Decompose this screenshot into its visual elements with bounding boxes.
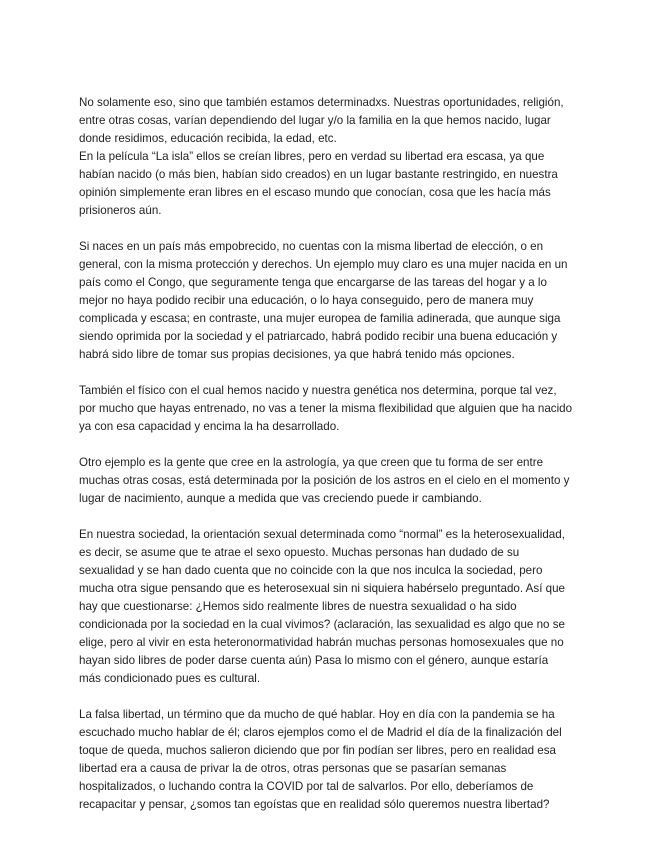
text-line: hay que cuestionarse: ¿Hemos sido realmente libres de nuestra sexualidad o ha sido — [79, 600, 517, 613]
text-line: por mucho que hayas entrenado, no vas a tener la misma flexibilidad que alguien que ha nacido — [79, 402, 573, 415]
text-line: habían nacido (o más bien, habían sido creados) en un lugar bastante restringido, en nuestra — [79, 168, 558, 181]
text-line: En la película “La isla” ellos se creían libres, pero en verdad su libertad era escasa, ya que — [79, 150, 545, 163]
text-line: ya con esa capacidad y encima la ha desarrollado. — [79, 420, 340, 433]
text-line: hayan sido libres de poder darse cuenta aún) Pasa lo mismo con el género, aunque estaría — [79, 654, 549, 667]
paragraph-sexual-orientation — [79, 526, 579, 688]
document-body — [79, 94, 579, 832]
text-line: más condicionado pues es cultural. — [79, 672, 261, 685]
text-line: toque de queda, muchos salieron diciendo que por fin podían ser libres, pero en realidad esa — [79, 744, 556, 757]
paragraph-astrology — [79, 454, 579, 508]
text-line: donde residimos, educación recibida, la edad, etc. — [79, 132, 337, 145]
text-line: Otro ejemplo es la gente que cree en la astrología, ya que creen que tu forma de ser entre — [79, 456, 544, 469]
text-line: Si naces en un país más empobrecido, no cuentas con la misma libertad de elección, o en — [79, 240, 544, 253]
text-line: habrá sido libre de tomar sus propias decisiones, ya que habrá tenido más opciones. — [79, 348, 515, 361]
text-line: siendo oprimida por la sociedad y el patriarcado, habrá podido recibir una buena educación y — [79, 330, 558, 343]
text-line: elige, pero al vivir en esta heteronormatividad habrán muchas personas homosexuales que no — [79, 636, 564, 649]
text-line: sexualidad y se han dado cuenta que no coincide con la que nos inculca la sociedad, pero — [79, 564, 543, 577]
text-line: muchas otras cosas, está determinada por la posición de los astros en el cielo en el momento y — [79, 474, 570, 487]
text-line: También el físico con el cual hemos nacido y nuestra genética nos determina, porque tal vez, — [79, 384, 557, 397]
paragraph-physique-genetics — [79, 382, 579, 436]
text-line: libertad era a causa de privar la de otros, otras personas que se pasarían semanas — [79, 762, 507, 775]
paragraph-country-example — [79, 238, 579, 364]
text-line: En nuestra sociedad, la orientación sexual determinada como “normal” es la heterosexualidad, — [79, 528, 565, 541]
paragraph-determinism-and-la-isla — [79, 94, 579, 220]
text-line: es decir, se asume que te atrae el sexo opuesto. Muchas personas han dudado de su — [79, 546, 520, 559]
text-line: La falsa libertad, un término que da mucho de qué hablar. Hoy en día con la pandemia se ha — [79, 708, 555, 721]
text-line: escuchado mucho hablar de él; claros ejemplos como el de Madrid el día de la finalización del — [79, 726, 562, 739]
paragraph-false-freedom — [79, 706, 579, 814]
text-line: entre otras cosas, varían dependiendo del lugar y/o la familia en la que hemos nacido, lugar — [79, 114, 551, 127]
text-line: mejor no haya podido recibir una educación, o lo haya conseguido, pero de manera muy — [79, 294, 534, 307]
text-line: mucha otra sigue pensando que es heterosexual sin ni siquiera habérselo preguntado. Así que — [79, 582, 565, 595]
text-line: prisioneros aún. — [79, 204, 162, 217]
text-line: recapacitar y pensar, ¿somos tan egoístas que en realidad sólo queremos nuestra libertad? — [79, 798, 550, 811]
text-line: opinión simplemente eran libres en el escaso mundo que conocían, cosa que les hacía más — [79, 186, 551, 199]
text-line: hospitalizados, o luchando contra la COVID por tal de salvarlos. Por ello, deberíamos de — [79, 780, 534, 793]
text-line: lugar de nacimiento, aunque a medida que vas creciendo puede ir cambiando. — [79, 492, 482, 505]
text-line: No solamente eso, sino que también estamos determinadxs. Nuestras oportunidades, religión, — [79, 96, 564, 109]
text-line: condicionada por la sociedad en la cual vivimos? (aclaración, las sexualidad es algo que no se — [79, 618, 565, 631]
text-line: país como el Congo, que seguramente tenga que encargarse de las tareas del hogar y a lo — [79, 276, 547, 289]
text-line: general, con la misma protección y derechos. Un ejemplo muy claro es una mujer nacida en un — [79, 258, 568, 271]
text-line: complicada y escasa; en contraste, una mujer europea de familia adinerada, que aunque siga — [79, 312, 561, 325]
